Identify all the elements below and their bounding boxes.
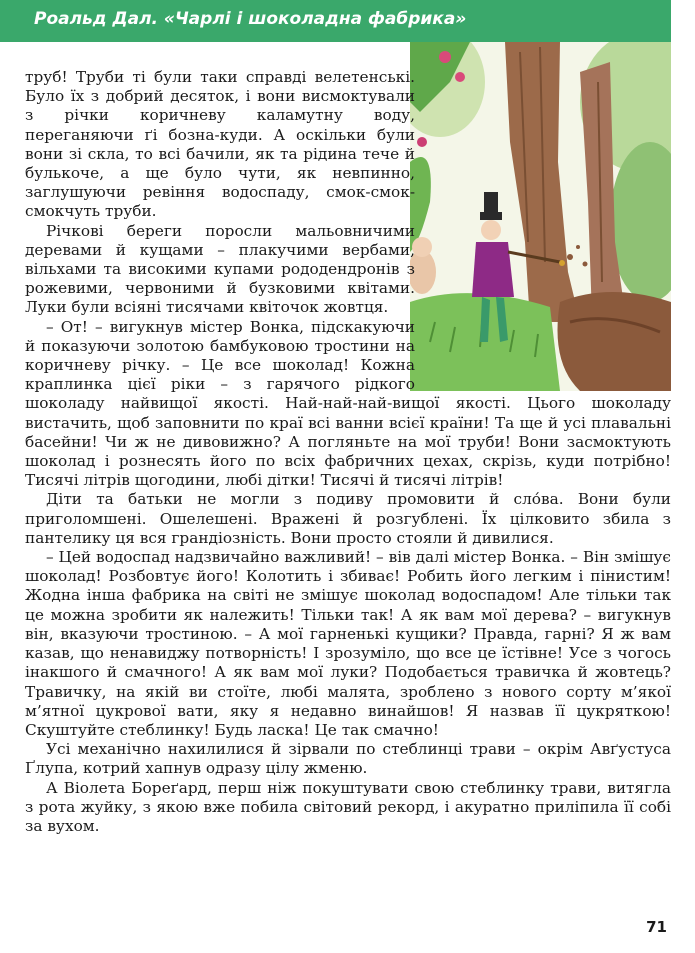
story-text (25, 68, 671, 836)
paragraph: – Цей водоспад надзвичайно важливий! – вів далі містер Вонка. – Він змішує шоколад! Розбовтує його! Колотить і збиває! Робить його легким і пінистим! Жодна інша фабрика на світі не змішує шоколад водоспадом! Але тільки так це можна зробити як належить! Тільки так! А як вам мої дерева? – вигукнув він, вказуючи тростиною. – А мої гарненькі кущики? Правда, гарні? Я ж вам казав, що ненавиджу потворність! І зрозуміло, що все це їстівне! Усе з чогось інакшого й смачного! А як вам мої луки? Подобається травичка й жовтець? Травичку, на якій ви стоїте, любі малята, зроблено з нового сорту м’якої м’ятної цукрової вати, яку я недавно винайшов! Я назвав її цукряткою! Скуштуйте стеблинку! Будь ласка! Це так смачно! (25, 548, 671, 739)
paragraph: Річкові береги поросли мальовничими деревами й кущами – плакучими вербами, вільхами та високими купами рододендронів з рожевими, червоними й бузковими квітами. Луки були всіяні тисячами квіточок жовтця. (25, 221, 415, 317)
paragraph: труб! Труби ті були таки справді велетенські. Було їх з добрий десяток, і вони висмоктували з річки коричневу каламутну воду, переганяючи ґі бозна-куди. А оскільки були вони зі скла, то всі бачили, як та рідина тече й булькоче, а ще було чути, як невпинно, заглушуючи ревіння водоспаду, смок-смок-смокчуть труби. (25, 68, 415, 221)
paragraph: Усі механічно нахилилися й зірвали по стеблинці трави – окрім Авґустуса Ґлупа, котрий хапнув одразу цілу жменю. (25, 740, 671, 778)
chapter-header-bar (0, 0, 671, 42)
paragraph: Діти та батьки не могли з подиву промовити й сло́ва. Вони були приголомшені. Ошелешені. Вражені й розгублені. Їх цілковито збила з пантелику ця вся грандіозність. Вони просто стояли й дивилися. (25, 490, 671, 547)
paragraph: – От! – вигукнув містер Вонка, підскакуючи й показуючи золотою бамбуковою тростини на коричневу річку. – Це все шоколад! Кожна краплинка цієї ріки – з гарячого рідкого шоколаду найвищої якості. Най-най-най-вищої якості. Цього шоколаду вистачить, щоб заповнити по краї всі ванни всієї країни! Та ще й усі плавальні басейни! Чи ж не дивовижно? А погляньте на мої труби! Вони засмоктують шоколад і рознесять його по всіх фабричних цехах, скрізь, куди потрібно! Тисячі літрів щогодини, любі дітки! Тисячі й тисячі літрів! (25, 317, 671, 490)
paragraph: А Віолета Бореґард, перш ніж покуштувати свою стеблинку трави, витягла з рота жуйку, з якою вже побила світовий рекорд, і акуратно приліпила її собі за вухом. (25, 778, 671, 835)
chapter-header-title: Роальд Дал. «Чарлі і шоколадна фабрика» (34, 9, 467, 29)
illustration-wrap-space (415, 42, 671, 386)
page-number: 71 (646, 918, 667, 936)
